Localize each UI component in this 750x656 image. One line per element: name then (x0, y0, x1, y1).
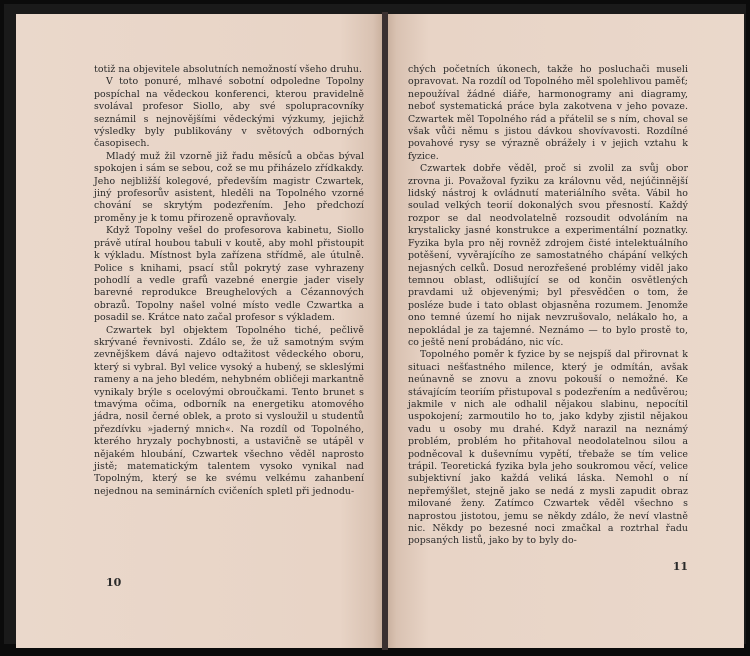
paragraph: Czwartek byl objektem Topolného tiché, pečlivě skrývané řevnivosti. Zdálo se, že už samotným svým zevnějškem dává najevo odtažitost vědeckého oboru, který si vybral. Byl velice vysoký a hubený, se skleslými rameny a na jeho bledém, nehybném obličeji markantně vynikaly brýle s ocelovými obroučkami. Tento brunet s tmavýma očima, odborník na energetiku atomového jádra, nosil černé oblek, a proto si vysloužil u studentů přezdívku »jaderný mnich«. Na rozdíl od Topolného, kterého hryzaly pochybnosti, a ustavičně se utápěl v nějakém hloubání, Czwartek všechno věděl naprosto jistě; matematickým talentem vysoko vynikal nad Topolným, který se ke svému velkému zahanbení nejednou na seminárních cvičeních spletl při jednodu- (94, 324, 364, 497)
book-spread (4, 4, 746, 644)
page-number: 11 (672, 560, 688, 573)
paragraph: Czwartek dobře věděl, proč si zvolil za svůj obor zrovna ji. Považoval fyziku za královnu věd, nejúčinnější lidský nástroj k ovládnutí materiálního světa. Vábil ho soulad velkých teorií dokonalých svou přesností. Každý rozpor se dal neodvolatelně rozsoudit odvoláním na krystalicky jasné konstrukce a experimentální poznatky. Fyzika byla pro něj rovněž zdrojem čisté intelektuálního potěšení, vyvěrajícího ze samostatného chápání velkých nejasných celků. Dosud nerozřešené problémy viděl jako temnou oblast, odlišující se od končin osvětlených pravdami už objevenými; byl přesvědčen o tom, že posléze bude i tato oblast objasněna rozumem. Jenomže ono temné území ho nijak nevzrušovalo, nelákalo ho, a nepokládal je za tajemné. Neznámo — to bylo prostě to, co ještě není probádáno, nic víc. (408, 163, 688, 348)
right-page (386, 14, 744, 648)
left-page (16, 14, 384, 648)
paragraph: Když Topolny vešel do profesorova kabinetu, Siollo právě utíral houbou tabuli v koutě, aby mohl přistoupit k výkladu. Místnost byla zařízena střídmě, ale útulně. Police s knihami, psací stůl pokrytý zase vyhrazeny pohodlí a vedle grafů vazebné energie jader visely barevné reprodukce Breughelových a Cézannových obrazů. Topolny našel volné místo vedle Czwartka a posadil se. Krátce nato začal profesor s výkladem. (94, 225, 364, 324)
paragraph: totiž na objevitele absolutních nemožností všeho druhu. (94, 64, 363, 75)
book-spine (382, 12, 388, 650)
paragraph: Topolného poměr k fyzice by se nejspíš dal přirovnat k situaci nešťastného milence, který je odmítán, avšak neúnavně se znovu a znovu pokouší o nemožné. Ke stávajícím teoriím přistupoval s podezřením a nedůvěrou; jakmile v nich ale odhalil nějakou slabinu, nepocítil uspokojení; zarmoutilo ho to, jako kdyby zjistil nějakou vadu u osoby mu drahé. Když narazil na neznámý problém, problém ho přitahoval neodolatelnou silou a podněcoval k duševnímu vypětí, třebaže se tím velice trápil. Teoretická fyzika byla jeho soukromou věcí, velice subjektivní jako každá veliká láska. Nemohl o ní nepřemýšlet, stejně jako se nedá z mysli zapudit obraz milované ženy. Zatímco Czwartek věděl všechno s naprostou jistotou, jemu se někdy zdálo, že neví vlastně nic. Někdy po bezesné noci zmačkal a roztrhal řadu popsaných listů, jako by to byly do- (408, 349, 688, 547)
paragraph: Mladý muž žil vzorně již řadu měsíců a občas býval spokojen i sám se sebou, což se mu přiházelo zřídkakdy. Jeho nejbližší kolegové, především magistr Czwartek, jiný profesorův asistent, hleděli na Topolného vzorné chování se skrytým podezřením. Jeho předchozí proměny je k tomu přirozeně opravňovaly. (94, 150, 364, 224)
right-page-text (408, 64, 688, 548)
page-number: 10 (106, 576, 122, 589)
left-page-text (94, 64, 364, 498)
paragraph: chých početních úkonech, takže ho posluchači museli opravovat. Na rozdíl od Topolného měl spolehlivou paměť; nepoužíval žádné diáře, harmonogramy ani diagramy, neboť systematická práce byla zakotvena v jeho povaze. Czwartek měl Topolného rád a přátelil se s ním, choval se však vůči němu s jistou dávkou shovívavosti. Rozdílné povahové rysy se výrazně obrážely i v jejich vztahu k fyzice. (408, 64, 688, 162)
paragraph: V toto ponuré, mlhavé sobotní odpoledne Topolny pospíchal na vědeckou konferenci, kterou pravidelně svolával profesor Siollo, aby své spolupracovníky seznámil s nejnovějšími vědeckými výzkumy, jejichž výsledky byly publikovány v světových odborných časopisech. (94, 76, 364, 150)
